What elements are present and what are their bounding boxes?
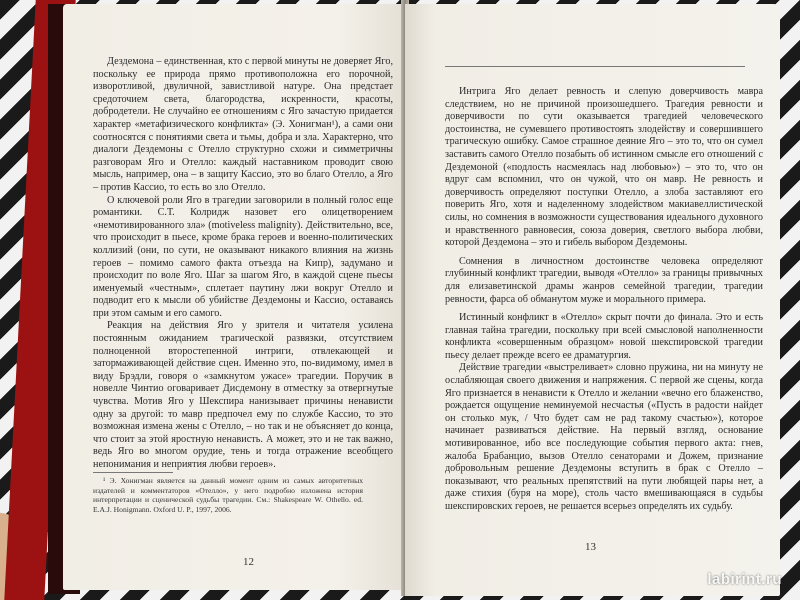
footnote-rule: [93, 472, 173, 473]
right-page: [405, 4, 780, 596]
paragraph: Сомнения в личностном достоинстве человека определяют глубинный конфликт трагедии, выводя «Отелло» за границы привычных для елизаветинской драмы жанров семейной трагедии, трагедии ревности, фарса об обманутом муже и морального примера.: [445, 255, 763, 305]
watermark: labirint.ru: [707, 571, 782, 588]
paragraph: Действие трагедии «выстреливает» словно пружина, ни на минуту не ослабляющая своего движения и напряжения. С первой же сцены, когда Яго признается в ненависти к Отелло и желании «вечно его блаженство, рождается ощущение неминуемой несчастья («Пусть в радости найдет он столько мук, / Что будет сам не рад такому счастью»), которое начинает развиваться действие. На первый взгляд, основание мотивированное, ибо все последующие события первого акта: гнев, жалоба Брабанцио, вызов Отелло сенаторами и Дожем, признание добровольным решение Дездемоны вступить в брак с Отелло – показывают, что реальных препятствий на пути любящей пары нет, а даже стихия (буря на море), столь часто вмешивающаяся в судьбы шекспировских героев, не решается всерьез определять их судьбу.: [445, 362, 763, 512]
paragraph: Дездемона – единственная, кто с первой минуты не доверяет Яго, поскольку ее природа прямо противоположна его порочной, изворотливой, двуличной, завистливой натуре. Она предстает средоточием света, благородства, искренности, красоты, добродетели. Не случайно ее отношениям с Яго зачастую придается характер «метафизического конфликта» (Э. Хонигман¹), а сами они соотносятся с понятиями света и тьмы, добра и зла. Характерно, что диалоги Дездемоны с Отелло структурно схожи и симметричны разговорам Яго и Отелло: каждый наставником проводит свою мысль, например, она – в защиту Кассио, это во благо Отелло, а Яго – против Кассио, то есть во зло Отелло.: [93, 56, 393, 193]
paragraph: О ключевой роли Яго в трагедии заговорили в полный голос еще романтики. С.Т. Колридж назовет его олицетворением «немотивированного зла» (motiveless malignity). Действительно, все, что происходит в пьесе, кроме брака героев и военно-политических коллизий (они, по сути, не оказывают никакого влияния на жизнь героев – помимо самого факта отъезда на Кипр), задумано и происходит по воле Яго. Шаг за шагом Яго, в каждой сцене пьесы именуемый «честным», сплетает паутину лжи вокруг Отелло и подводит его к мысли об убийстве Дездемоны и Кассио, оставаясь при этом самым и его самого.: [93, 194, 393, 319]
page-number-left: 12: [243, 556, 254, 568]
right-page-text: [445, 86, 763, 514]
paragraph: Истинный конфликт в «Отелло» скрыт почти до финала. Это и есть главная тайна трагедии, поскольку при всей смысловой наполненности конфликта «совершенным образцом» новой шекспировской трагедии пьесу делает прежде всего ее драматургия.: [445, 312, 763, 361]
left-page: [63, 4, 405, 590]
paragraph: Интрига Яго делает ревность и слепую доверчивость мавра следствием, но не причиной произошедшего. Трагедия ревности и доверчивости по сути оказывается трагедией человеческого достоинства, не сумевшего противостоять злодейству и совершившего трагическую ошибку. Самое страшное деяние Яго – это то, что он сумел заставить самого Отелло позабыть об истинном смысле его отношений с Дездемоной («подлость насмеялась над любовью») – это то, что он вдруг сам вспомнил, что он чужой, что он мавр. Не ревность и доверчивость определяют поступки Отелло, а злоба заставляют его поверить Яго, хотя и наделенному злодейством макиавеллистической силы, но сомнения в возможности существования идеального духовного и нравственного равновесия, союза доверия, светлого выбора любви, которой Дездемона – это и гибель выбором Дездемоны.: [445, 86, 763, 249]
page-number-right: 13: [585, 541, 596, 553]
paragraph: Реакция на действия Яго у зрителя и читателя усилена постоянным ожиданием трагической развязки, отсутствием полноценной второстепенной интриги, отвлекающей и затормаживающей действие сцен. Именно это, по-видимому, имел в виду Брэдли, говоря о «замкнутом ужасе» трагедии. Поручик в новелле Чинтио оговаривает Дисдемону в отместку за отвергнутые чувства. Мотив Яго у Шекспира нанизывает причины ненависти одну за другой: то мавр предпочел ему по службе Кассио, то это возможная измена жены с Отелло, – но так и не объясняет до конца, что стоит за этой яростную ненависть. А может, это и не так важно, ведь Яго во многом орудие, тень и тогда отражение всеобщего непонимания и неприятия любви героев».: [93, 320, 393, 470]
header-rule: [445, 66, 745, 67]
footnote: [93, 476, 363, 514]
footnote-text: ¹ Э. Хонигман является на данный момент одним из самых авторитетных издателей и комментаторов «Отелло», у него подробно изложена история интерпретации и сценической судьбы трагедии. См.: Shakespeare W. Othello. ed. E.A.J. Honigmann. Oxford U. P., 1997, 2006.: [93, 476, 363, 514]
left-page-text: [93, 56, 393, 472]
